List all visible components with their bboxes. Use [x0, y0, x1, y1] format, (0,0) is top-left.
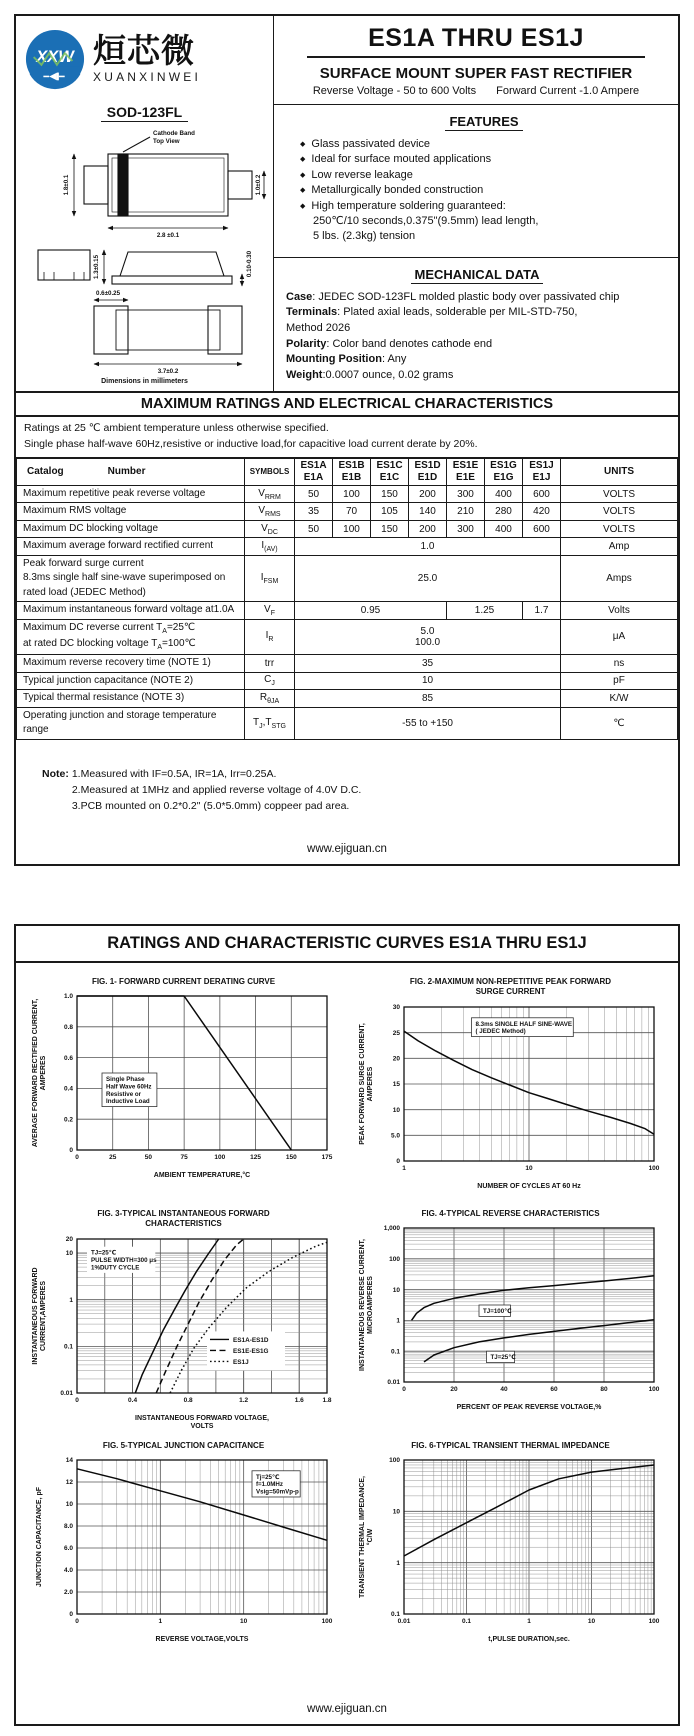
svg-text:INSTANTANEOUS FORWARD VOLTAGE: INSTANTANEOUS FORWARD VOLTAGE, VOLTS [134, 1414, 269, 1430]
svg-text:PEAK FORWARD SURGE CURRENT,A: PEAK FORWARD SURGE CURRENT,AMPERES [358, 1022, 374, 1145]
value-cell: 100 [333, 520, 371, 538]
symbol-cell: $V_{RRM}$ [245, 485, 295, 503]
symbol-cell: $I_{(AV)}$ [245, 538, 295, 556]
table-row [17, 538, 678, 556]
feature-item: ◆ Metallurgically bonded construction [300, 183, 668, 198]
value-cell: 25.0 [295, 555, 561, 602]
dim-body-width: 2.8 ±0.1 [156, 232, 179, 239]
mechanical-data-line: Mounting Position: Any [286, 353, 407, 366]
dim-body-height: 1.8±0.1 [62, 174, 70, 196]
parameter-cell: Peak forward surge current 8.3ms single half sine-wave superimposed on rated load (JEDEC Method) [17, 555, 245, 602]
value-cell: 400 [485, 485, 523, 503]
svg-text:20: 20 [65, 1235, 73, 1243]
unit-cell: Amps [561, 555, 678, 602]
fig3-instantaneous-forward-characteristics-title: FIG. 3-TYPICAL INSTANTANEOUS FORWARD CHARACTERISTICS [97, 1208, 270, 1229]
svg-text:INSTANTANEOUS REVERSE CURRENT: INSTANTANEOUS REVERSE CURRENT,MICROAMPERES [358, 1239, 374, 1372]
svg-text:ES1A-ES1D: ES1A-ES1D [232, 1336, 269, 1344]
svg-text:0.01: 0.01 [397, 1617, 410, 1625]
logo-symbol: XXW [36, 47, 74, 66]
package-caption: Dimensions in millimeters [101, 378, 188, 385]
symbol-cell: $V_F$ [245, 602, 295, 620]
symbol-cell: $T_J,T_{STG}$ [245, 707, 295, 739]
svg-text:TJ=25℃: TJ=25℃ [490, 1354, 516, 1362]
table-row [17, 672, 678, 690]
svg-text:100: 100 [321, 1617, 332, 1625]
part-number-title: ES1A THRU ES1J [368, 24, 584, 52]
feature-continuation-line: 5 lbs. (2.3kg) tension [313, 230, 416, 243]
value-cell: 105 [371, 503, 409, 521]
svg-text:AVERAGE FORWARD RECTIFIED CURR: AVERAGE FORWARD RECTIFIED CURRENT,AMPERES [31, 999, 47, 1148]
value-cell: 600 [523, 520, 561, 538]
parameter-cell: Operating junction and storage temperature range [17, 707, 245, 739]
svg-text:TJ=100℃: TJ=100℃ [482, 1308, 512, 1316]
dim-total-width: 3.7±0.2 [157, 368, 178, 375]
parameter-cell: Maximum repetitive peak reverse voltage [17, 485, 245, 503]
note-line: 1.Measured with IF=0.5A, IR=1A, Irr=0.25A. [71, 767, 277, 780]
svg-text:0.1: 0.1 [390, 1348, 400, 1356]
svg-text:PULSE WIDTH=300 μs: PULSE WIDTH=300 μs [90, 1256, 157, 1264]
fig2-peak-forward-surge-current-chart [356, 999, 666, 1199]
svg-text:20: 20 [392, 1055, 400, 1063]
page2-footer-url: www.ejiguan.cn [307, 1703, 387, 1715]
characteristic-curves-grid [16, 963, 678, 1652]
svg-text:( JEDEC Method): ( JEDEC Method) [475, 1027, 526, 1035]
dim-side-height: 1.3±0.15 [92, 254, 100, 280]
svg-text:0.01: 0.01 [386, 1379, 400, 1387]
feature-item: ◆ Ideal for surface mouted applications [300, 152, 668, 167]
value-cell: -55 to +150 [295, 707, 561, 739]
parameter-cell: Maximum average forward rectified current [17, 538, 245, 556]
svg-text:40: 40 [499, 1386, 508, 1394]
svg-text:1.2: 1.2 [238, 1396, 248, 1404]
parameter-cell: Maximum RMS voltage [17, 503, 245, 521]
mechanical-data-lines [286, 290, 668, 384]
unit-cell: VOLTS [561, 520, 678, 538]
svg-text:1: 1 [68, 1296, 73, 1304]
tagline-forward-current: Forward Current -1.0 Ampere [496, 85, 640, 97]
svg-text:0: 0 [68, 1147, 73, 1155]
device-column-header: ES1D E1D [409, 458, 447, 485]
svg-text:125: 125 [249, 1154, 261, 1162]
svg-text:1.8: 1.8 [321, 1396, 332, 1404]
ratings-banner: MAXIMUM RATINGS AND ELECTRICAL CHARACTERISTICS [16, 391, 678, 417]
table-header-row [17, 458, 678, 485]
mechanical-data-line: Case: JEDEC SOD-123FL molded plastic body over passivated chip [286, 290, 620, 303]
mechanical-data-line: Terminals: Plated axial leads, solderable per MIL-STD-750, [286, 306, 578, 319]
symbol-cell: trr [245, 655, 295, 673]
fig3-instantaneous-forward-characteristics [29, 1209, 339, 1431]
symbol-cell: $V_{DC}$ [245, 520, 295, 538]
table-row [17, 520, 678, 538]
svg-text:150: 150 [285, 1154, 297, 1162]
svg-text:20: 20 [449, 1386, 458, 1394]
svg-text:Inductive Load: Inductive Load [105, 1098, 150, 1106]
feature-item: ◆ Low reverse leakage [300, 168, 668, 183]
svg-text:REVERSE VOLTAGE,VOLTS: REVERSE VOLTAGE,VOLTS [155, 1635, 248, 1643]
package-diagram [20, 96, 270, 385]
value-cell: 1.0 [295, 538, 561, 556]
svg-text:12: 12 [65, 1479, 73, 1487]
svg-text:PERCENT OF PEAK REVERSE VOLTAG: PERCENT OF PEAK REVERSE VOLTAGE,% [456, 1404, 601, 1412]
catalog-number-header: Catalog Number [17, 458, 245, 485]
package-name: SOD-123FL [101, 104, 188, 122]
svg-text:10: 10 [524, 1164, 533, 1172]
features-section [274, 105, 678, 258]
note-lines [72, 766, 362, 815]
svg-text:0.6: 0.6 [63, 1055, 73, 1063]
svg-text:AMBIENT TEMPERATURE,°C: AMBIENT TEMPERATURE,°C [153, 1172, 250, 1180]
datasheet-page-2 [14, 924, 680, 1726]
svg-text:14: 14 [65, 1457, 73, 1465]
svg-text:0.2: 0.2 [63, 1116, 73, 1124]
value-cell: 35 [295, 503, 333, 521]
svg-text:1.0: 1.0 [63, 993, 73, 1001]
logo-text [93, 31, 202, 85]
svg-text:10: 10 [65, 1249, 73, 1257]
value-cell: 0.95 [295, 602, 447, 620]
svg-text:ES1E-ES1G: ES1E-ES1G [232, 1347, 269, 1355]
svg-text:t,PULSE DURATION,sec.: t,PULSE DURATION,sec. [487, 1635, 570, 1643]
fig4-typical-reverse-characteristics [356, 1209, 666, 1431]
curves-page-title: RATINGS AND CHARACTERISTIC CURVES ES1A THRU ES1J [16, 926, 678, 963]
fig4-typical-reverse-characteristics-chart [356, 1220, 666, 1420]
svg-text:1: 1 [401, 1164, 406, 1172]
tagline-reverse-voltage: Reverse Voltage - 50 to 600 Volts [312, 85, 477, 97]
table-row [17, 690, 678, 708]
svg-text:80: 80 [599, 1386, 608, 1394]
value-cell: 150 [371, 520, 409, 538]
svg-text:4.0: 4.0 [63, 1567, 73, 1575]
company-logo [16, 16, 205, 96]
unit-cell: ℃ [561, 707, 678, 739]
dim-standoff: 0.10-0.30 [245, 250, 253, 278]
datasheet-page-1 [14, 14, 680, 866]
value-cell: 10 [295, 672, 561, 690]
svg-text:100: 100 [648, 1386, 659, 1394]
company-name-en: XUANXINWEI [93, 70, 202, 85]
table-row [17, 707, 678, 739]
parameter-cell: Maximum DC blocking voltage [17, 520, 245, 538]
series-TJ=25C [424, 1320, 654, 1362]
svg-text:0: 0 [74, 1154, 79, 1162]
svg-text:0.1: 0.1 [63, 1343, 73, 1351]
svg-text:1,000: 1,000 [383, 1225, 400, 1233]
parameter-cell: Maximum reverse recovery time (NOTE 1) [17, 655, 245, 673]
unit-cell: ns [561, 655, 678, 673]
notes-block [42, 766, 670, 815]
svg-text:1: 1 [395, 1559, 400, 1567]
features-heading: FEATURES [300, 113, 668, 131]
svg-text:Vsig=50mVp-p: Vsig=50mVp-p [255, 1488, 299, 1496]
symbol-cell: $I_R$ [245, 619, 295, 654]
ratings-condition-line2: Single phase half-wave 60Hz,resistive or inductive load,for capacitive load current derate by 20%. [24, 437, 478, 450]
svg-text:30: 30 [392, 1003, 400, 1011]
part-subtitle: SURFACE MOUNT SUPER FAST RECTIFIER [319, 65, 633, 82]
parameter-cell: Typical junction capacitance (NOTE 2) [17, 672, 245, 690]
svg-text:1: 1 [395, 1317, 400, 1325]
svg-text:6.0: 6.0 [63, 1545, 73, 1553]
value-cell: 35 [295, 655, 561, 673]
mechanical-data-heading: MECHANICAL DATA [286, 266, 668, 284]
fig5-typical-junction-capacitance [29, 1441, 339, 1652]
fig6-transient-thermal-impedance [356, 1441, 666, 1652]
package-outline-drawing [20, 124, 270, 376]
value-cell: 400 [485, 520, 523, 538]
units-header: UNITS [561, 458, 678, 485]
right-column [274, 16, 678, 391]
fig2-peak-forward-surge-current-title: FIG. 2-MAXIMUM NON-REPETITIVE PEAK FORWARD SURGE CURRENT [409, 977, 612, 997]
svg-text:0.8: 0.8 [183, 1396, 193, 1404]
svg-text:0.1: 0.1 [461, 1617, 471, 1625]
device-column-header: ES1G E1G [485, 458, 523, 485]
svg-text:100: 100 [388, 1256, 400, 1264]
callout-top-view: Top View [152, 138, 180, 145]
device-column-header: ES1C E1C [371, 458, 409, 485]
ratings-table [16, 458, 678, 740]
svg-text:INSTANTANEOUS FORWARDCURRENT,A: INSTANTANEOUS FORWARDCURRENT,AMPERES [31, 1266, 47, 1365]
svg-text:100: 100 [648, 1164, 659, 1172]
unit-cell: VOLTS [561, 503, 678, 521]
value-cell: 200 [409, 485, 447, 503]
svg-text:0.4: 0.4 [127, 1396, 137, 1404]
fig2-peak-forward-surge-current [356, 977, 666, 1199]
svg-text:f=1.0MHz: f=1.0MHz [255, 1481, 283, 1489]
svg-text:Tj=25℃: Tj=25℃ [255, 1473, 279, 1481]
svg-text:75: 75 [180, 1154, 188, 1162]
svg-text:100: 100 [388, 1457, 400, 1465]
parameter-cell: Typical thermal resistance (NOTE 3) [17, 690, 245, 708]
table-row [17, 555, 678, 602]
table-row [17, 655, 678, 673]
part-tagline [280, 85, 672, 97]
unit-cell: pF [561, 672, 678, 690]
value-cell: 100 [333, 485, 371, 503]
svg-text:0.01: 0.01 [59, 1389, 73, 1397]
note-line: 3.PCB mounted on 0.2*0.2" (5.0*5.0mm) coppeer pad area. [71, 800, 350, 813]
ratings-conditions [16, 417, 678, 457]
symbol-cell: $R_{\theta JA}$ [245, 690, 295, 708]
value-cell: 210 [447, 503, 485, 521]
dim-lead-width: 1.0±0.2 [254, 174, 262, 196]
symbols-header: SYMBOLS [245, 458, 295, 485]
svg-text:0: 0 [401, 1386, 406, 1394]
value-cell: 50 [295, 520, 333, 538]
svg-text:0.1: 0.1 [390, 1611, 400, 1619]
fig4-typical-reverse-characteristics-title: FIG. 4-TYPICAL REVERSE CHARACTERISTICS [421, 1208, 600, 1218]
page1-top [16, 16, 678, 391]
svg-text:2.0: 2.0 [63, 1589, 73, 1597]
value-cell: 150 [371, 485, 409, 503]
page1-footer-url: www.ejiguan.cn [307, 843, 387, 855]
svg-text:100: 100 [213, 1154, 225, 1162]
svg-text:175: 175 [321, 1154, 332, 1162]
table-row [17, 485, 678, 503]
fig1-forward-current-derating-title: FIG. 1- FORWARD CURRENT DERATING CURVE [91, 977, 276, 986]
svg-text:ES1J: ES1J [232, 1358, 249, 1366]
unit-cell: Volts [561, 602, 678, 620]
svg-text:10: 10 [587, 1617, 595, 1625]
logo-mark-icon [24, 28, 86, 90]
fig6-transient-thermal-impedance-title: FIG. 6-TYPICAL TRANSIENT THERMAL IMPEDANCE [411, 1440, 610, 1450]
device-column-header: ES1A E1A [295, 458, 333, 485]
symbol-cell: $C_J$ [245, 672, 295, 690]
value-cell: 420 [523, 503, 561, 521]
table-row [17, 503, 678, 521]
callout-cathode-band: Cathode Band [152, 130, 195, 137]
svg-text:0: 0 [395, 1157, 400, 1165]
svg-text:0.8: 0.8 [63, 1024, 73, 1032]
svg-text:0: 0 [68, 1611, 73, 1619]
svg-text:0: 0 [74, 1396, 79, 1404]
value-cell: 300 [447, 520, 485, 538]
parameter-cell: Maximum DC reverse current $T_A=25℃$ at rated DC blocking voltage $T_A=100℃$ [17, 619, 245, 654]
value-cell: 1.7 [523, 602, 561, 620]
value-cell: 1.25 [447, 602, 523, 620]
fig3-instantaneous-forward-characteristics-chart [29, 1231, 339, 1431]
device-column-header: ES1B E1B [333, 458, 371, 485]
svg-text:NUMBER OF CYCLES AT 60 Hz: NUMBER OF CYCLES AT 60 Hz [476, 1182, 581, 1190]
feature-item: ◆ Glass passivated device [300, 137, 668, 152]
svg-text:1%DUTY CYCLE: 1%DUTY CYCLE [90, 1264, 139, 1272]
svg-text:5.0: 5.0 [390, 1132, 400, 1140]
svg-text:8.3ms SINGLE HALF SINE-WAVE: 8.3ms SINGLE HALF SINE-WAVE [475, 1020, 572, 1028]
part-header [274, 16, 678, 105]
dim-pad-length: 0.6±0.25 [95, 290, 120, 297]
fig6-transient-thermal-impedance-chart [356, 1452, 666, 1652]
value-cell: 140 [409, 503, 447, 521]
features-continuation [300, 214, 668, 245]
svg-text:8.0: 8.0 [63, 1523, 73, 1531]
svg-text:25: 25 [108, 1154, 116, 1162]
svg-text:1: 1 [158, 1617, 162, 1625]
svg-text:10: 10 [239, 1617, 247, 1625]
notes-label: Note: [42, 767, 69, 780]
value-cell: 300 [447, 485, 485, 503]
table-row [17, 602, 678, 620]
svg-text:60: 60 [549, 1386, 558, 1394]
value-cell: 70 [333, 503, 371, 521]
unit-cell: μA [561, 619, 678, 654]
feature-item: ◆ High temperature soldering guaranteed: [300, 199, 668, 214]
svg-text:TRANSIENT THERMAL IMPEDANCE,°C: TRANSIENT THERMAL IMPEDANCE,°C/W [358, 1475, 374, 1598]
ratings-condition-line1: Ratings at 25 ℃ ambient temperature unless otherwise specified. [24, 422, 329, 435]
series-TJ=100C [411, 1276, 654, 1321]
device-column-header: ES1E E1E [447, 458, 485, 485]
fig1-forward-current-derating [29, 977, 339, 1199]
fig1-forward-current-derating-chart [29, 988, 339, 1188]
svg-text:Half Wave 60Hz: Half Wave 60Hz [105, 1083, 152, 1091]
unit-cell: VOLTS [561, 485, 678, 503]
device-column-header: ES1J E1J [523, 458, 561, 485]
svg-text:25: 25 [392, 1029, 400, 1037]
svg-text:0.4: 0.4 [63, 1085, 73, 1093]
value-cell: 85 [295, 690, 561, 708]
value-cell: 200 [409, 520, 447, 538]
note-line: 2.Measured at 1MHz and applied reverse voltage of 4.0V D.C. [71, 783, 362, 796]
value-cell: 280 [485, 503, 523, 521]
unit-cell: Amp [561, 538, 678, 556]
feature-continuation-line: 250℃/10 seconds,0.375"(9.5mm) lead length, [313, 214, 539, 227]
svg-text:0: 0 [74, 1617, 79, 1625]
mechanical-data-section [274, 258, 678, 392]
svg-text:1: 1 [526, 1617, 531, 1625]
features-list [300, 137, 668, 214]
company-name-cn: 烜芯微 [93, 31, 195, 69]
left-column [16, 16, 274, 391]
mechanical-data-line: Weight:0.0007 ounce, 0.02 grams [286, 368, 454, 381]
svg-text:10: 10 [392, 1286, 400, 1294]
svg-text:TJ=25℃: TJ=25℃ [90, 1249, 116, 1257]
value-cell: 600 [523, 485, 561, 503]
svg-text:10: 10 [392, 1106, 400, 1114]
svg-text:Single Phase: Single Phase [105, 1076, 145, 1084]
svg-text:15: 15 [392, 1080, 400, 1088]
mechanical-data-line: Polarity: Color band denotes cathode end [286, 337, 493, 350]
value-cell: 50 [295, 485, 333, 503]
svg-text:10: 10 [392, 1508, 400, 1516]
svg-text:50: 50 [144, 1154, 152, 1162]
svg-text:1.6: 1.6 [294, 1396, 304, 1404]
svg-text:JUNCTION CAPACITANCE, pF: JUNCTION CAPACITANCE, pF [35, 1486, 43, 1587]
svg-text:100: 100 [648, 1617, 659, 1625]
fig5-typical-junction-capacitance-chart [29, 1452, 339, 1652]
svg-text:Resistive or: Resistive or [105, 1091, 141, 1099]
title-rule [307, 56, 644, 58]
symbol-cell: $I_{FSM}$ [245, 555, 295, 602]
parameter-cell: Maximum instantaneous forward voltage at1.0A [17, 602, 245, 620]
svg-text:10: 10 [65, 1501, 73, 1509]
fig5-typical-junction-capacitance-title: FIG. 5-TYPICAL JUNCTION CAPACITANCE [102, 1440, 265, 1450]
value-cell: 5.0 100.0 [295, 619, 561, 654]
unit-cell: K/W [561, 690, 678, 708]
mechanical-data-line: Method 2026 [286, 321, 351, 334]
symbol-cell: $V_{RMS}$ [245, 503, 295, 521]
table-row [17, 619, 678, 654]
